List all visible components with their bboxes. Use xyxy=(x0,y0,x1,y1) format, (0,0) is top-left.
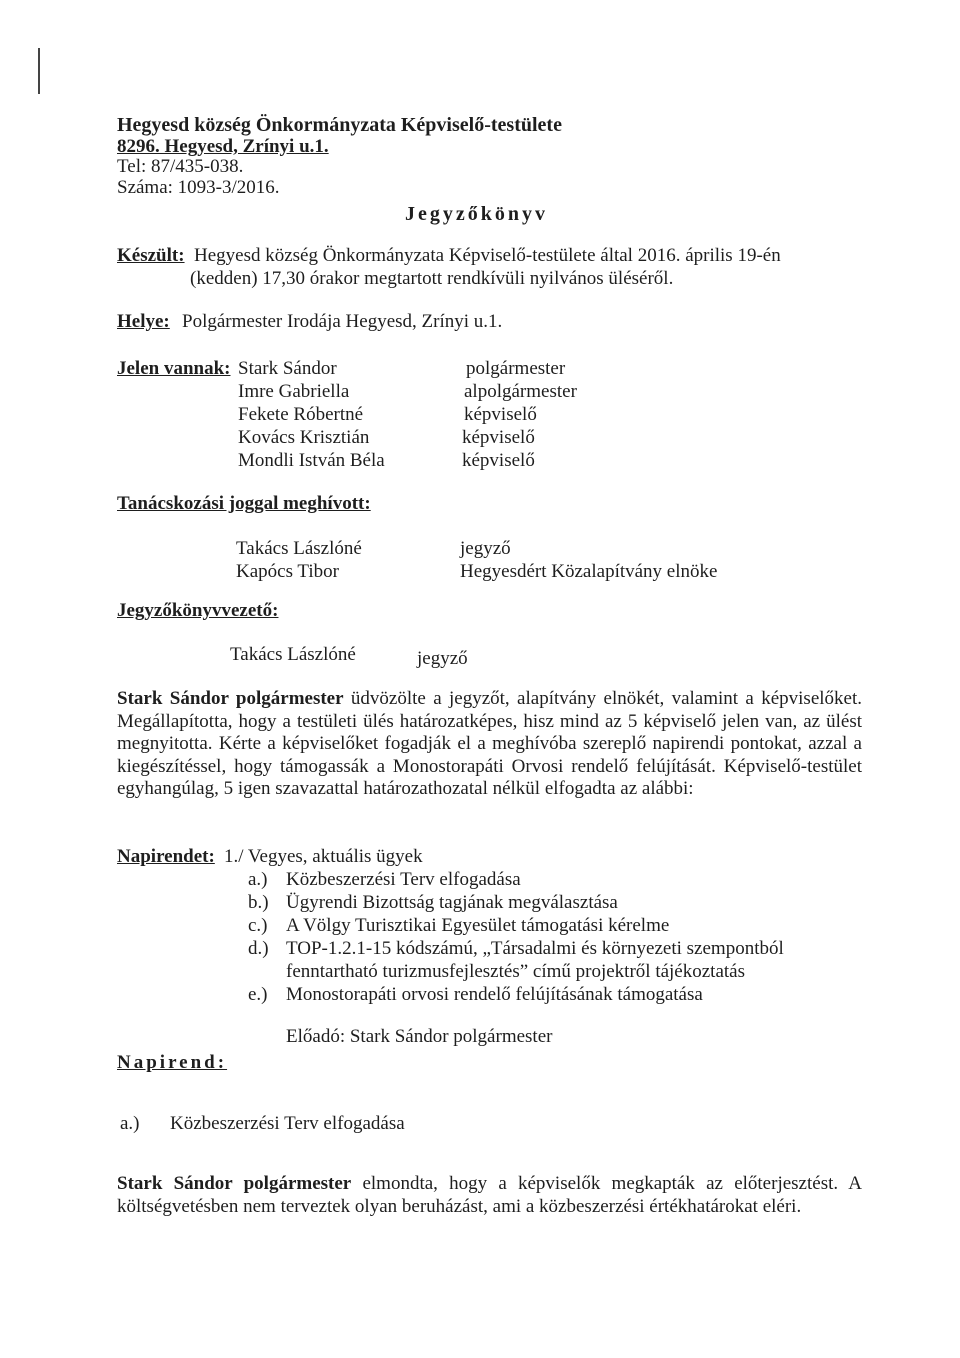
agenda-item-text: Monostorapáti orvosi rendelő felújításának támogatása xyxy=(286,984,703,1005)
helye-text: Polgármester Irodája Hegyesd, Zrínyi u.1. xyxy=(182,311,503,332)
present-name: Imre Gabriella xyxy=(238,381,350,402)
invited-name: Takács Lászlóné xyxy=(236,538,362,559)
keszult-line2: (kedden) 17,30 órakor megtartott rendkívüli nyilvános üléséről. xyxy=(190,268,674,289)
present-role: alpolgármester xyxy=(464,381,577,402)
agenda-item-key: d.) xyxy=(248,938,269,959)
invited-role: Hegyesdért Közalapítvány elnöke xyxy=(460,561,718,582)
invited-name: Kapócs Tibor xyxy=(236,561,339,582)
present-name: Stark Sándor xyxy=(238,358,337,379)
present-label: Jelen vannak: xyxy=(117,358,231,379)
agenda-presenter: Előadó: Stark Sándor polgármester xyxy=(286,1026,553,1047)
intro-text: üdvözölte a jegyzőt, alapítvány elnökét, valamint a képviselőket. Megállapította, hogy a testületi ülés határozatképes, hisz mind az 5 képviselő jelen van, az ülést megnyitotta. Kérte a képviselőket fogadják el a meghívóba szereplő napirendi pontokat, azzal a kiegészítéssel, hogy támogassák a Monostorapáti Orvosi rendelő felújítását. Képviselő-testület egyhangúlag, 5 igen szavazattal határozathozatal nélkül elfogadta az alábbi: xyxy=(117,688,863,799)
closing-paragraph xyxy=(117,1173,862,1218)
agenda-item-continuation: fenntartható turizmusfejlesztés” című projektről tájékoztatás xyxy=(286,961,745,982)
agenda-item-text: A Völgy Turisztikai Egyesület támogatási kérelme xyxy=(286,915,670,936)
present-role: képviselő xyxy=(462,427,535,448)
closing-text: elmondta, hogy a képviselők megkapták az előterjesztést. A költségvetésben nem terveztek olyan beruházást, ami a közbeszerzési értékhatárokat eléri. xyxy=(117,1173,863,1217)
agenda-item-key: b.) xyxy=(248,892,269,913)
recorder-role: jegyző xyxy=(417,648,468,669)
agenda-item-key: a.) xyxy=(248,869,268,890)
present-name: Fekete Róbertné xyxy=(238,404,364,425)
present-role: képviselő xyxy=(464,404,537,425)
recorder-name: Takács Lászlóné xyxy=(230,644,356,665)
agenda-item-text: Ügyrendi Bizottság tagjának megválasztása xyxy=(286,892,618,913)
org-address: 8296. Hegyesd, Zrínyi u.1. xyxy=(117,136,329,157)
keszult-label: Készült: xyxy=(117,245,185,266)
intro-lead: Stark Sándor polgármester xyxy=(117,688,344,709)
napirend-label: Napirend: xyxy=(117,1052,228,1073)
closing-lead: Stark Sándor polgármester xyxy=(117,1173,352,1194)
agenda-item-text: TOP-1.2.1-15 kódszámú, „Társadalmi és környezeti szempontból xyxy=(286,938,784,959)
intro-paragraph xyxy=(117,688,862,801)
invited-label: Tanácskozási joggal meghívott: xyxy=(117,493,371,514)
keszult-line1: Hegyesd község Önkormányzata Képviselő-testülete által 2016. április 19-én xyxy=(194,245,781,266)
present-name: Mondli István Béla xyxy=(238,450,385,471)
document-number: Száma: 1093-3/2016. xyxy=(117,177,280,198)
present-name: Kovács Krisztián xyxy=(238,427,370,448)
agenda-item-key: e.) xyxy=(248,984,268,1005)
org-name: Hegyesd község Önkormányzata Képviselő-testülete xyxy=(117,114,562,136)
present-role: polgármester xyxy=(466,358,566,379)
invited-role: jegyző xyxy=(460,538,511,559)
agenda-main: 1./ Vegyes, aktuális ügyek xyxy=(224,846,423,867)
napirend-item-text: Közbeszerzési Terv elfogadása xyxy=(170,1113,405,1134)
margin-mark xyxy=(38,48,40,94)
present-role: képviselő xyxy=(462,450,535,471)
agenda-item-key: c.) xyxy=(248,915,268,936)
document-title: Jegyzőkönyv xyxy=(405,203,548,225)
napirend-item-key: a.) xyxy=(120,1113,140,1134)
org-phone: Tel: 87/435-038. xyxy=(117,156,244,177)
helye-label: Helye: xyxy=(117,311,170,332)
agenda-label: Napirendet: xyxy=(117,846,215,867)
recorder-label: Jegyzőkönyvvezető: xyxy=(117,600,279,621)
agenda-item-text: Közbeszerzési Terv elfogadása xyxy=(286,869,521,890)
